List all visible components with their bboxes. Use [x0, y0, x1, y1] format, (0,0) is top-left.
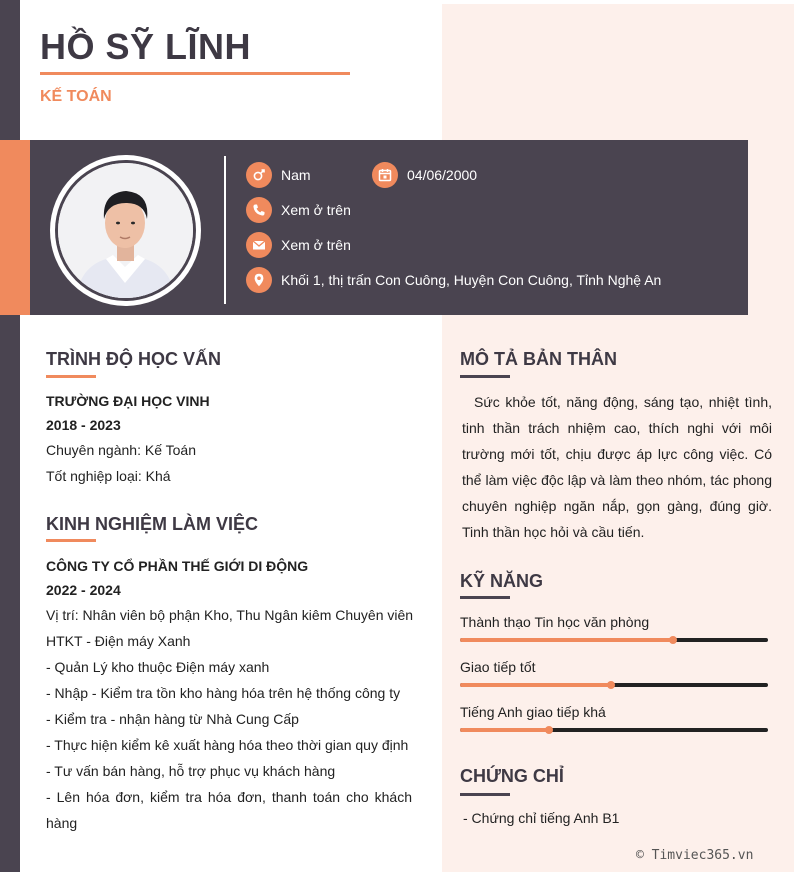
experience-rule: [46, 539, 96, 542]
address-value: Khối 1, thị trấn Con Cuông, Huyện Con Cuông, Tỉnh Nghệ An: [281, 272, 662, 288]
experience-position-line2: HTKT - Điện máy Xanh: [46, 633, 191, 649]
birthdate-row: [372, 162, 477, 188]
experience-duty: - Thực hiện kiểm kê xuất hàng hóa theo thời gian quy định: [46, 737, 409, 753]
certificates-heading: CHỨNG CHỈ: [460, 766, 564, 786]
gender-icon: [246, 162, 272, 188]
skill-bar-knob: [669, 636, 677, 644]
email-value: Xem ở trên: [281, 237, 351, 253]
certificate-item: - Chứng chỉ tiếng Anh B1: [463, 810, 620, 826]
education-grade: Tốt nghiệp loại: Khá: [46, 468, 171, 484]
phone-row: [246, 197, 351, 223]
experience-heading: KINH NGHIỆM LÀM VIỆC: [46, 514, 259, 534]
experience-duty: - Nhập - Kiểm tra tồn kho hàng hóa trên hệ thống công ty: [46, 685, 401, 701]
skills-heading: KỸ NĂNG: [460, 571, 544, 591]
skill-bar: [460, 638, 768, 642]
skills-rule: [460, 596, 510, 599]
phone-icon: [246, 197, 272, 223]
address-row: [246, 267, 661, 293]
skill-bar: [460, 683, 768, 687]
avatar-photo: [58, 163, 193, 298]
education-heading: TRÌNH ĐỘ HỌC VẤN: [46, 349, 221, 369]
skill-label: Tiếng Anh giao tiếp khá: [460, 704, 606, 720]
education-school: TRƯỜNG ĐẠI HỌC VINH: [46, 393, 210, 409]
education-years: 2018 - 2023: [46, 417, 121, 433]
experience-duty: - Tư vấn bán hàng, hỗ trợ phục vụ khách hàng: [46, 763, 336, 779]
experience-duty: - Kiểm tra - nhận hàng từ Nhà Cung Cấp: [46, 711, 299, 727]
about-text-body: Sức khỏe tốt, năng động, sáng tạo, nhiệt tình, tinh thần trách nhiệm cao, thích nghi với môi trường mới tốt, chịu được áp lực công việc. Có thể làm việc độc lập và làm theo nhóm, tác phong chuyên nghiệp ngăn nắp, gọn gàng, đúng giờ. Tinh thần học hỏi và cầu tiến.: [462, 394, 772, 540]
envelope-icon: [246, 232, 272, 258]
location-pin-icon: [246, 267, 272, 293]
skill-bar-fill: [460, 683, 611, 687]
skill-label: Thành thạo Tin học văn phòng: [460, 614, 650, 630]
gender-row: [246, 162, 311, 188]
band-accent: [0, 140, 30, 315]
skill-bar-knob: [607, 681, 615, 689]
footer-copyright: © Timviec365.vn: [636, 848, 754, 863]
name-underline: [40, 72, 350, 75]
experience-years: 2022 - 2024: [46, 582, 121, 598]
experience-duty-last-line2: hàng: [46, 815, 78, 831]
email-row: [246, 232, 351, 258]
about-rule: [460, 375, 510, 378]
experience-company: CÔNG TY CỔ PHẦN THẾ GIỚI DI ĐỘNG: [46, 558, 309, 574]
experience-position-line1: Vị trí: Nhân viên bộ phận Kho, Thu Ngân kiêm Chuyên viên: [46, 607, 414, 623]
certificates-rule: [460, 793, 510, 796]
phone-value: Xem ở trên: [281, 202, 351, 218]
gender-value: Nam: [281, 167, 311, 183]
skill-bar: [460, 728, 768, 732]
experience-duty: - Quản Lý kho thuộc Điện máy xanh: [46, 659, 270, 675]
experience-duty-last-line1: - Lên hóa đơn, kiểm tra hóa đơn, thanh toán cho khách: [46, 789, 412, 805]
person-portrait-icon: [58, 163, 193, 298]
job-title: KẾ TOÁN: [40, 88, 112, 105]
skill-label: Giao tiếp tốt: [460, 659, 536, 675]
left-accent-bar: [0, 0, 20, 872]
education-major: Chuyên ngành: Kế Toán: [46, 442, 196, 458]
about-heading: MÔ TẢ BẢN THÂN: [460, 349, 617, 369]
calendar-icon: [372, 162, 398, 188]
birthdate-value: 04/06/2000: [407, 167, 478, 183]
candidate-name: HỒ SỸ LĨNH: [40, 26, 252, 67]
skill-bar-fill: [460, 728, 549, 732]
about-text: [462, 389, 772, 545]
skill-bar-fill: [460, 638, 673, 642]
avatar: [55, 160, 196, 301]
education-rule: [46, 375, 96, 378]
band-divider: [224, 156, 226, 304]
